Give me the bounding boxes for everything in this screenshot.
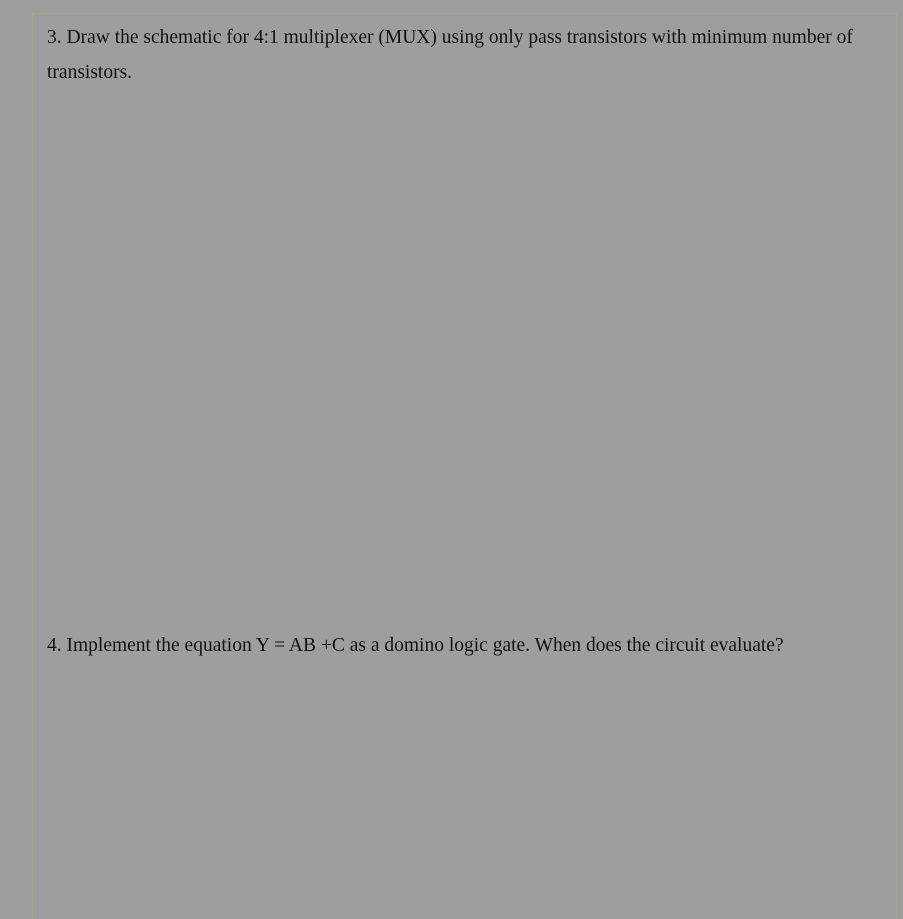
answer-box-frame bbox=[32, 13, 897, 919]
question-4-text: 4. Implement the equation Y = AB +C as a domino logic gate. When does the circuit evaluate? bbox=[47, 635, 784, 656]
question-3-text: 3. Draw the schematic for 4:1 multiplexer (MUX) using only pass transistors with minimum number of transistors. bbox=[47, 27, 853, 83]
